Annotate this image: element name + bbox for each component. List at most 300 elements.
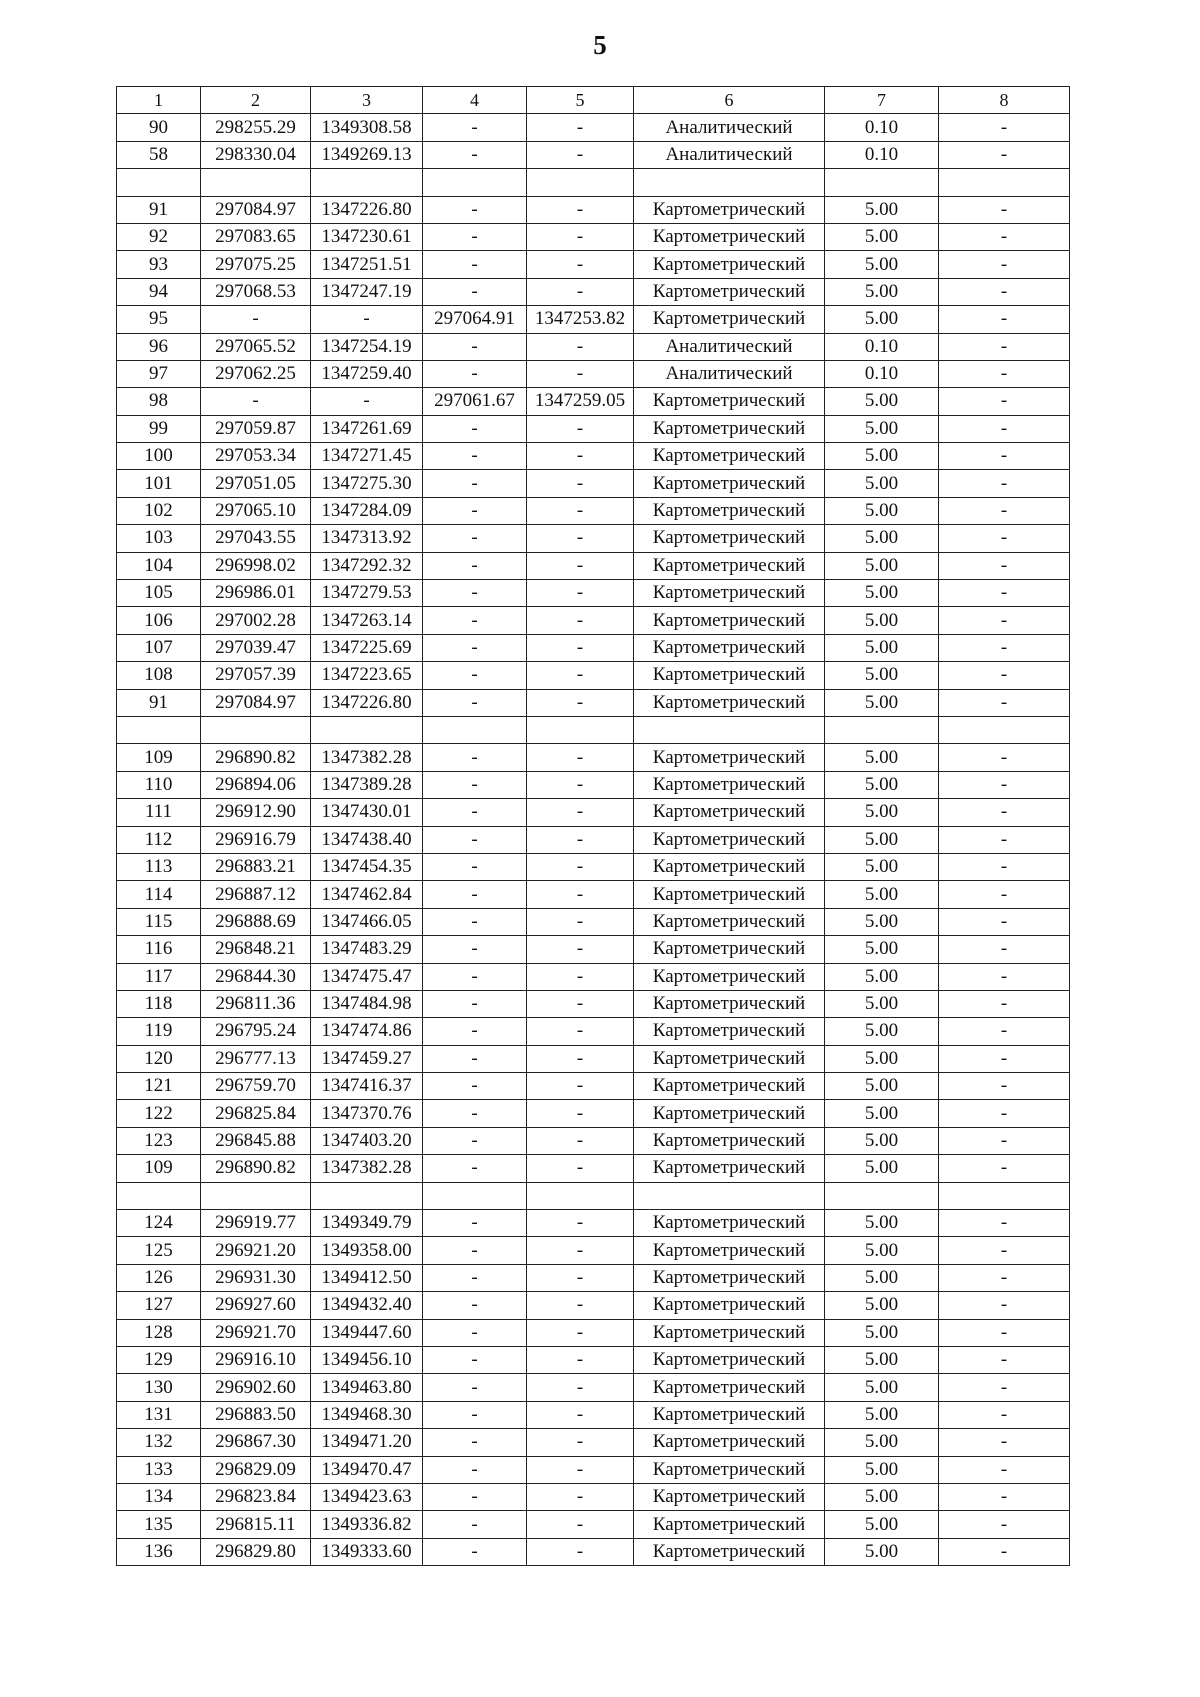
table-cell: - <box>423 1538 527 1565</box>
table-cell: - <box>423 1045 527 1072</box>
table-cell: 297083.65 <box>201 223 311 250</box>
table-cell: Картометрический <box>634 497 825 524</box>
table-row <box>117 1155 1070 1182</box>
table-cell: - <box>527 799 634 826</box>
table-cell: Картометрический <box>634 908 825 935</box>
table-cell: - <box>527 1210 634 1237</box>
table-cell: 1347403.20 <box>311 1127 423 1154</box>
column-header: 1 <box>117 87 201 114</box>
table-cell: 296919.77 <box>201 1210 311 1237</box>
table-cell: - <box>939 525 1070 552</box>
table-cell: - <box>527 525 634 552</box>
table-cell: - <box>939 470 1070 497</box>
table-cell: 296845.88 <box>201 1127 311 1154</box>
table-cell: - <box>527 580 634 607</box>
table-cell <box>939 1182 1070 1209</box>
table-cell: - <box>939 1292 1070 1319</box>
table-cell: - <box>527 908 634 935</box>
table-cell: 1349333.60 <box>311 1538 423 1565</box>
table-cell: - <box>939 1264 1070 1291</box>
table-cell: Картометрический <box>634 443 825 470</box>
table-row <box>117 306 1070 333</box>
table-cell: 5.00 <box>825 1483 939 1510</box>
table-row <box>117 278 1070 305</box>
table-row <box>117 1511 1070 1538</box>
table-cell: 296986.01 <box>201 580 311 607</box>
column-header: 7 <box>825 87 939 114</box>
table-cell: - <box>423 1456 527 1483</box>
table-row <box>117 689 1070 716</box>
table-cell: - <box>527 141 634 168</box>
table-body <box>117 114 1070 1566</box>
table-cell <box>527 716 634 743</box>
table-cell: Аналитический <box>634 114 825 141</box>
table-cell: 123 <box>117 1127 201 1154</box>
table-cell: Картометрический <box>634 415 825 442</box>
table-cell: 5.00 <box>825 936 939 963</box>
table-cell: 106 <box>117 607 201 634</box>
table-cell: - <box>423 580 527 607</box>
table-cell: 296829.09 <box>201 1456 311 1483</box>
table-cell: 1349412.50 <box>311 1264 423 1291</box>
table-cell: 1347389.28 <box>311 771 423 798</box>
table-cell: 5.00 <box>825 306 939 333</box>
table-cell: 93 <box>117 251 201 278</box>
table-cell: - <box>939 1319 1070 1346</box>
table-cell: Картометрический <box>634 689 825 716</box>
table-cell: - <box>423 333 527 360</box>
table-cell: 5.00 <box>825 1018 939 1045</box>
table-cell: 122 <box>117 1100 201 1127</box>
table-cell: 121 <box>117 1073 201 1100</box>
table-cell: Картометрический <box>634 1155 825 1182</box>
table-cell: 5.00 <box>825 278 939 305</box>
table-cell: Картометрический <box>634 388 825 415</box>
table-cell: - <box>527 360 634 387</box>
table-cell: 110 <box>117 771 201 798</box>
table-row <box>117 114 1070 141</box>
table-cell: - <box>939 771 1070 798</box>
table-cell: 296777.13 <box>201 1045 311 1072</box>
table-cell: - <box>939 114 1070 141</box>
table-cell: - <box>939 744 1070 771</box>
table-cell: 1347247.19 <box>311 278 423 305</box>
table-cell: Картометрический <box>634 552 825 579</box>
table-cell: 296759.70 <box>201 1073 311 1100</box>
table-cell: 297059.87 <box>201 415 311 442</box>
table-cell: - <box>939 497 1070 524</box>
table-cell: 1347284.09 <box>311 497 423 524</box>
table-cell: Картометрический <box>634 826 825 853</box>
table-cell: - <box>423 1155 527 1182</box>
table-cell: 5.00 <box>825 1511 939 1538</box>
table-cell: 5.00 <box>825 1100 939 1127</box>
table-cell: Картометрический <box>634 1456 825 1483</box>
table-row <box>117 580 1070 607</box>
table-cell: 1349269.13 <box>311 141 423 168</box>
table-cell: 297057.39 <box>201 662 311 689</box>
table-row <box>117 716 1070 743</box>
table-row <box>117 607 1070 634</box>
table-cell: Картометрический <box>634 1237 825 1264</box>
table-cell: 1349470.47 <box>311 1456 423 1483</box>
table-cell: - <box>527 497 634 524</box>
table-cell: 5.00 <box>825 1127 939 1154</box>
table-cell <box>634 1182 825 1209</box>
column-header: 3 <box>311 87 423 114</box>
table-cell: - <box>527 1511 634 1538</box>
table-cell: - <box>423 963 527 990</box>
table-row <box>117 771 1070 798</box>
table-cell: 1347259.40 <box>311 360 423 387</box>
table-cell: 5.00 <box>825 607 939 634</box>
table-cell: 134 <box>117 1483 201 1510</box>
table-cell: - <box>423 470 527 497</box>
table-cell: - <box>939 936 1070 963</box>
table-cell: 1347254.19 <box>311 333 423 360</box>
table-cell: 5.00 <box>825 963 939 990</box>
table-cell: 1347483.29 <box>311 936 423 963</box>
table-cell: 1349336.82 <box>311 1511 423 1538</box>
table-cell: - <box>939 278 1070 305</box>
table-cell: 129 <box>117 1346 201 1373</box>
table-cell: 297065.10 <box>201 497 311 524</box>
table-cell: 5.00 <box>825 251 939 278</box>
table-cell: 5.00 <box>825 1155 939 1182</box>
table-cell: 1349308.58 <box>311 114 423 141</box>
table-cell: - <box>939 1374 1070 1401</box>
table-cell: - <box>939 662 1070 689</box>
table-cell: 1347279.53 <box>311 580 423 607</box>
table-cell: 1347382.28 <box>311 744 423 771</box>
table-cell: 1347484.98 <box>311 990 423 1017</box>
table-cell: - <box>527 1264 634 1291</box>
table-cell: - <box>423 223 527 250</box>
table-cell: Картометрический <box>634 607 825 634</box>
table-cell: - <box>311 388 423 415</box>
table-cell: 1347459.27 <box>311 1045 423 1072</box>
table-row <box>117 223 1070 250</box>
table-cell: Картометрический <box>634 196 825 223</box>
table-cell: Картометрический <box>634 1319 825 1346</box>
table-cell: - <box>527 1401 634 1428</box>
table-cell <box>825 716 939 743</box>
table-cell: - <box>939 1429 1070 1456</box>
table-cell <box>117 1182 201 1209</box>
table-cell: - <box>423 1429 527 1456</box>
table-cell: 124 <box>117 1210 201 1237</box>
table-cell: 1349358.00 <box>311 1237 423 1264</box>
table-cell: 0.10 <box>825 141 939 168</box>
table-cell: - <box>939 1511 1070 1538</box>
table-row <box>117 744 1070 771</box>
table-cell: 298255.29 <box>201 114 311 141</box>
table-row <box>117 799 1070 826</box>
table-cell: 297084.97 <box>201 196 311 223</box>
table-cell: Картометрический <box>634 1045 825 1072</box>
table-cell: - <box>939 443 1070 470</box>
table-cell: - <box>527 1319 634 1346</box>
table-cell: - <box>527 1456 634 1483</box>
table-cell: - <box>423 1264 527 1291</box>
table-cell: - <box>939 881 1070 908</box>
column-header: 8 <box>939 87 1070 114</box>
table-row <box>117 1429 1070 1456</box>
table-cell: - <box>939 251 1070 278</box>
table-cell: 1347225.69 <box>311 634 423 661</box>
table-cell: 5.00 <box>825 1264 939 1291</box>
table-cell: 296902.60 <box>201 1374 311 1401</box>
table-row <box>117 1182 1070 1209</box>
table-cell: - <box>201 388 311 415</box>
table-cell: 1349432.40 <box>311 1292 423 1319</box>
table-cell: - <box>939 634 1070 661</box>
table-cell: 297062.25 <box>201 360 311 387</box>
table-cell: 126 <box>117 1264 201 1291</box>
table-cell: 111 <box>117 799 201 826</box>
table-cell: - <box>939 1073 1070 1100</box>
table-cell <box>423 716 527 743</box>
table-cell: - <box>939 1045 1070 1072</box>
table-cell: Картометрический <box>634 963 825 990</box>
table-cell: 296825.84 <box>201 1100 311 1127</box>
table-cell: 296927.60 <box>201 1292 311 1319</box>
table-cell: 5.00 <box>825 580 939 607</box>
table-cell: - <box>423 114 527 141</box>
table-cell: - <box>527 196 634 223</box>
table-cell: 296916.10 <box>201 1346 311 1373</box>
table-cell: 92 <box>117 223 201 250</box>
table-cell: - <box>527 278 634 305</box>
table-cell: 296921.20 <box>201 1237 311 1264</box>
table-cell: 104 <box>117 552 201 579</box>
table-cell: 5.00 <box>825 1210 939 1237</box>
table-cell: - <box>201 306 311 333</box>
table-cell: - <box>423 908 527 935</box>
table-cell: Картометрический <box>634 251 825 278</box>
page-number: 5 <box>593 30 607 60</box>
table-cell <box>201 169 311 196</box>
table-cell: Картометрический <box>634 580 825 607</box>
table-cell: 5.00 <box>825 634 939 661</box>
table-cell: - <box>527 1292 634 1319</box>
table-cell: 296823.84 <box>201 1483 311 1510</box>
table-cell: - <box>423 607 527 634</box>
table-cell: - <box>423 525 527 552</box>
table-cell: - <box>527 552 634 579</box>
table-cell: 1347370.76 <box>311 1100 423 1127</box>
table-row <box>117 1018 1070 1045</box>
table-cell: 1349456.10 <box>311 1346 423 1373</box>
table-cell: 296829.80 <box>201 1538 311 1565</box>
table-cell: 1347454.35 <box>311 853 423 880</box>
table-cell: 5.00 <box>825 1045 939 1072</box>
table-row <box>117 1237 1070 1264</box>
table-cell: 90 <box>117 114 201 141</box>
table-cell: - <box>527 223 634 250</box>
table-cell: 1347230.61 <box>311 223 423 250</box>
table-cell: - <box>423 1210 527 1237</box>
table-cell: 1347259.05 <box>527 388 634 415</box>
table-cell: - <box>527 1429 634 1456</box>
table-cell: - <box>527 689 634 716</box>
table-cell: Картометрический <box>634 744 825 771</box>
table-row <box>117 470 1070 497</box>
table-cell: 297068.53 <box>201 278 311 305</box>
table-cell: 5.00 <box>825 1374 939 1401</box>
table-cell: - <box>939 333 1070 360</box>
table-cell: 91 <box>117 689 201 716</box>
table-cell: - <box>423 936 527 963</box>
table-cell: - <box>423 799 527 826</box>
table-cell: 5.00 <box>825 853 939 880</box>
table-cell: 101 <box>117 470 201 497</box>
table-cell: 296883.50 <box>201 1401 311 1428</box>
table-row <box>117 497 1070 524</box>
table-row <box>117 1264 1070 1291</box>
table-cell: 1347253.82 <box>527 306 634 333</box>
table-cell: - <box>527 470 634 497</box>
table-cell <box>527 1182 634 1209</box>
coordinates-table <box>116 86 1070 1566</box>
table-cell <box>634 169 825 196</box>
table-cell: 102 <box>117 497 201 524</box>
table-cell <box>423 169 527 196</box>
table-cell: 5.00 <box>825 799 939 826</box>
table-cell: - <box>423 141 527 168</box>
table-cell: 5.00 <box>825 1538 939 1565</box>
table-cell: 5.00 <box>825 744 939 771</box>
table-cell: - <box>939 1483 1070 1510</box>
table-cell: - <box>527 1045 634 1072</box>
table-cell: Картометрический <box>634 936 825 963</box>
table-cell: - <box>527 1538 634 1565</box>
table-cell: 1349468.30 <box>311 1401 423 1428</box>
table-cell: Картометрический <box>634 799 825 826</box>
table-cell: - <box>939 1237 1070 1264</box>
table-row <box>117 936 1070 963</box>
table-cell <box>311 1182 423 1209</box>
table-cell: 120 <box>117 1045 201 1072</box>
table-row <box>117 1401 1070 1428</box>
table-cell: - <box>939 360 1070 387</box>
table-cell: - <box>939 853 1070 880</box>
table-cell: - <box>939 689 1070 716</box>
table-cell: 1347263.14 <box>311 607 423 634</box>
table-cell: 125 <box>117 1237 201 1264</box>
table-row <box>117 552 1070 579</box>
table-cell: - <box>939 1456 1070 1483</box>
table-cell <box>939 169 1070 196</box>
table-cell <box>634 716 825 743</box>
table-cell: Аналитический <box>634 333 825 360</box>
table-cell: 297084.97 <box>201 689 311 716</box>
table-cell: Картометрический <box>634 1127 825 1154</box>
table-cell: 296811.36 <box>201 990 311 1017</box>
table-row <box>117 388 1070 415</box>
table-cell: 296867.30 <box>201 1429 311 1456</box>
table-cell: Картометрический <box>634 853 825 880</box>
table-cell: 297064.91 <box>423 306 527 333</box>
table-cell: 113 <box>117 853 201 880</box>
table-cell: Картометрический <box>634 1210 825 1237</box>
table-cell: 296894.06 <box>201 771 311 798</box>
table-cell: 58 <box>117 141 201 168</box>
table-cell: Картометрический <box>634 1346 825 1373</box>
table-cell: - <box>939 799 1070 826</box>
column-header: 4 <box>423 87 527 114</box>
table-cell: 109 <box>117 1155 201 1182</box>
table-cell: 297043.55 <box>201 525 311 552</box>
table-cell: - <box>939 223 1070 250</box>
table-cell: 1347226.80 <box>311 689 423 716</box>
table-cell: - <box>423 1127 527 1154</box>
table-cell: 131 <box>117 1401 201 1428</box>
table-row <box>117 853 1070 880</box>
table-cell: - <box>527 443 634 470</box>
table-cell: 1347261.69 <box>311 415 423 442</box>
table-cell: 297061.67 <box>423 388 527 415</box>
table-row <box>117 251 1070 278</box>
table-cell: 5.00 <box>825 1292 939 1319</box>
table-cell: - <box>423 826 527 853</box>
table-cell: 1347474.86 <box>311 1018 423 1045</box>
table-cell: 297053.34 <box>201 443 311 470</box>
table-cell: - <box>423 634 527 661</box>
table-cell <box>201 1182 311 1209</box>
table-cell: 5.00 <box>825 470 939 497</box>
table-cell: 136 <box>117 1538 201 1565</box>
table-cell: - <box>527 826 634 853</box>
table-row <box>117 634 1070 661</box>
table-cell: - <box>527 1018 634 1045</box>
table-row <box>117 360 1070 387</box>
table-cell: 5.00 <box>825 1073 939 1100</box>
table-cell: 0.10 <box>825 114 939 141</box>
table-cell: 296848.21 <box>201 936 311 963</box>
table-cell: - <box>527 1346 634 1373</box>
table-cell: 296883.21 <box>201 853 311 880</box>
table-cell: 5.00 <box>825 662 939 689</box>
table-cell: 130 <box>117 1374 201 1401</box>
table-cell: - <box>939 826 1070 853</box>
table-cell: - <box>527 771 634 798</box>
table-cell: Картометрический <box>634 525 825 552</box>
table-row <box>117 1073 1070 1100</box>
table-cell: 118 <box>117 990 201 1017</box>
table-row <box>117 415 1070 442</box>
table-cell: 296887.12 <box>201 881 311 908</box>
table-cell: 297075.25 <box>201 251 311 278</box>
table-row <box>117 963 1070 990</box>
table-cell: 100 <box>117 443 201 470</box>
table-cell: 128 <box>117 1319 201 1346</box>
table-cell: - <box>939 1401 1070 1428</box>
table-cell: - <box>527 1237 634 1264</box>
table-row <box>117 525 1070 552</box>
table-cell: 119 <box>117 1018 201 1045</box>
table-cell: 5.00 <box>825 990 939 1017</box>
table-cell: 103 <box>117 525 201 552</box>
table-cell: 1349471.20 <box>311 1429 423 1456</box>
table-cell: Картометрический <box>634 1511 825 1538</box>
table-cell: 97 <box>117 360 201 387</box>
table-cell: - <box>423 1073 527 1100</box>
table-row <box>117 1210 1070 1237</box>
table-cell: - <box>423 251 527 278</box>
table-cell: - <box>939 963 1070 990</box>
table-cell: - <box>423 1292 527 1319</box>
